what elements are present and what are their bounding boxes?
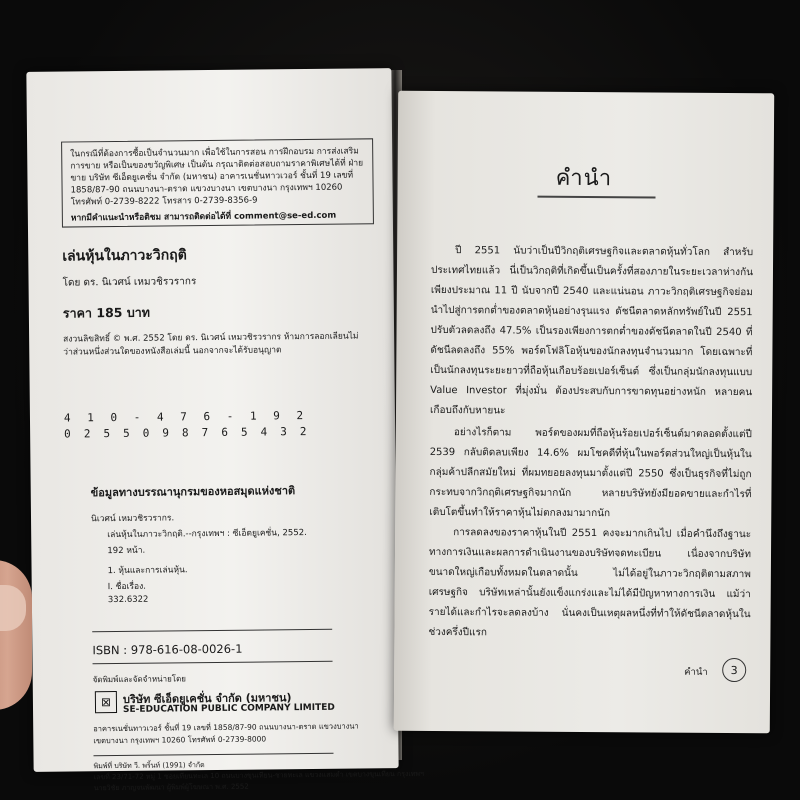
left-page-imprint [26, 68, 424, 793]
foreword-paragraph-3: การลดลงของราคาหุ้นในปี 2551 คงจะมากเกินไป เมื่อคำนึงถึงฐานะทางการเงินและผลการดำเนินงานของบริษัทจดทะเบียน เนื่องจากบริษัทขนาดใหญ่เกือบทั้งหมดในตลาดนั้น ไม่ได้อยู่ในภาวะวิกฤติตามสภาพเศรษฐกิจ บริษัทเหล่านั้นยังแข็งแกร่งและไม่ได้มีปัญหาทางการเงิน แม้ว่ารายได้และกำไรจะลดลงบ้าง นั่นคงเป็นเหตุผลหนึ่งที่ทำให้ดัชนีตลาดหุ้นในช่วงครึ่งปีแรก [428, 527, 752, 639]
divider [93, 661, 333, 665]
printer-info [94, 758, 425, 794]
heading-underline [537, 196, 655, 198]
page-number-badge [722, 658, 746, 682]
printer-info-line: พิมพ์ที่ บริษัท วี. พริ้นท์ (1991) จำกัด [93, 761, 205, 771]
page-number: 3 [730, 663, 738, 677]
cip-heading: ข้อมูลทางบรรณานุกรมของหอสมุดแห่งชาติ [90, 484, 296, 500]
book-title: เล่นหุ้นในภาวะวิกฤติ [62, 247, 187, 265]
cip-author: นิเวศน์ เหมวชิรวรากร. [90, 513, 175, 525]
publisher-address-line: อาคารเนชั่นทาวเวอร์ ชั้นที่ 19 เลขที่ 1858/87-90 ถนนบางนา-ตราด แขวงบางนา [93, 721, 359, 734]
copyright-notice: สงวนลิขสิทธิ์ © พ.ศ. 2552 โดย ดร. นิเวศน์ เหมวชิรวรากร ห้ามการลอกเลียนไม่ว่าส่วนหนึ่งส่วนใดของหนังสือเล่มนี้ นอกจากจะได้รับอนุญาต [63, 331, 359, 358]
divider [92, 629, 332, 633]
publisher-address [93, 720, 359, 747]
isbn: ISBN : 978-616-08-0026-1 [92, 641, 243, 658]
publisher-name-thai: บริษัท ซีเอ็ดยูเคชั่น จำกัด (มหาชน) [122, 691, 292, 706]
foreword-heading: คำนำ [555, 165, 613, 192]
print-code-line-2: 0 2 5 5 0 9 8 7 6 5 4 3 2 [64, 424, 310, 441]
book-author: โดย ดร. นิเวศน์ เหมวชิรวรากร [62, 276, 197, 289]
publisher-label: จัดพิมพ์และจัดจำหน่ายโดย [92, 674, 186, 685]
right-page-foreword [394, 91, 774, 734]
comment-notice: หากมีคำแนะนำหรือติชม สามารถติดต่อได้ที่ comment@se-ed.com [70, 210, 337, 224]
cip-entry: I. ชื่อเรื่อง. [107, 581, 147, 593]
sales-notice-box [61, 138, 374, 227]
cip-pages: 192 หน้า. [107, 545, 146, 557]
bulk-order-notice: ในกรณีที่ต้องการซื้อเป็นจำนวนมาก เพื่อใช้ในการสอน การฝึกอบรม การส่งเสริมการขาย หรือเป็นของขวัญพิเศษ เป็นต้น กรุณาติดต่อสอบถามราคาพิเศษได้ที่ ฝ่ายขาย บริษัท ซีเอ็ดยูเคชั่น จำกัด (มหาชน) อาคารเนชั่นทาวเวอร์ ชั้นที่ 19 เลขที่ 1858/87-90 ถนนบางนา-ตราด แขวงบางนา เขตบางนา กรุงเทพฯ 10260 โทรศัพท์ 0-2739-8222 โทรสาร 0-2739-8356-9 [70, 146, 364, 208]
divider [94, 753, 334, 757]
printer-info-line: นายวิชัย ภาญจนพัฒนา ผู้พิมพ์ผู้โฆษณา พ.ศ. 2552 [93, 782, 249, 793]
printer-info-line: เลขที่ 23/71-72 หมู่ 1 ซอยเทียนทะเล 10 ถนนบางขุนเทียน-ชายทะเล แขวงแสมดำ เขตบางขุนเทียน กรุงเทพฯ [93, 769, 424, 782]
foreword-paragraph-1: ปี 2551 นับว่าเป็นปีวิกฤติเศรษฐกิจและตลาดหุ้นทั่วโลก สำหรับประเทศไทยแล้ว นี่เป็นวิกฤติที่เกิดขึ้นเป็นครั้งที่สองภายในระยะเวลาห่างกันเพียงประมาณ 11 ปี นับจากปี 2540 และแน่นอน ภาวะวิกฤติเศรษฐกิจย่อมนำไปสู่การตกต่ำของตลาดหุ้นอย่างรุนแรง ดัชนีตลาดหลักทรัพย์ในปี 2551 ปรับตัวลดลงถึง 47.5% เป็นรองเพียงการตกต่ำของดัชนีตลาดในปี 2540 ที่ดัชนีลดลงถึง 55% พอร์ตโฟลิโอหุ้นของนักลงทุนจำนวนมาก โดยเฉพาะที่เป็นนักลงทุนระยะยาวที่ถือหุ้นเกือบร้อยเปอร์เซ็นต์ ซึ่งเป็นกลุ่มนักลงทุนแบบ Value Investor ที่มุ่งมั่น ต้องประสบกับการขาดทุนอย่างหนัก หลายคนเกือบถึงกับหายนะ [429, 245, 754, 417]
running-footer: คำนำ [684, 666, 708, 678]
publisher-logo-icon: ⊠ [95, 691, 117, 713]
cip-subject: 1. หุ้นและการเล่นหุ้น. [107, 565, 188, 577]
publisher-name-english: SE-EDUCATION PUBLIC COMPANY LIMITED [122, 702, 335, 715]
print-code-line-1: 4 1 0 - 4 7 6 - 1 9 2 [63, 408, 309, 425]
cip-title-line: เล่นหุ้นในภาวะวิกฤติ.--กรุงเทพฯ : ซีเอ็ดยูเคชั่น, 2552. [107, 528, 307, 541]
book-price: ราคา 185 บาท [62, 304, 151, 321]
thumb [0, 560, 32, 710]
cip-class-number: 332.6322 [107, 594, 149, 606]
publisher-address-line: เขตบางนา กรุงเทพฯ 10260 โทรศัพท์ 0-2739-8000 [93, 734, 267, 746]
foreword-paragraph-2: อย่างไรก็ตาม พอร์ตของผมที่ถือหุ้นร้อยเปอร์เซ็นต์มาตลอดตั้งแต่ปี 2539 กลับติดลบเพียง 14.6% ผมโชคดีที่หุ้นในพอร์ตส่วนใหญ่เป็นหุ้นในกลุ่มค้าปลีกสมัยใหม่ ที่ผมทยอยลงทุนมาตั้งแต่ปี 2550 ซึ่งเป็นธุรกิจที่ไม่ถูกกระทบจากวิกฤติเศรษฐกิจมากนัก หลายบริษัทยังมียอดขายและกำไรที่เติบโตขึ้นทำให้ราคาหุ้นไม่ตกลงมามากนัก [429, 427, 752, 520]
